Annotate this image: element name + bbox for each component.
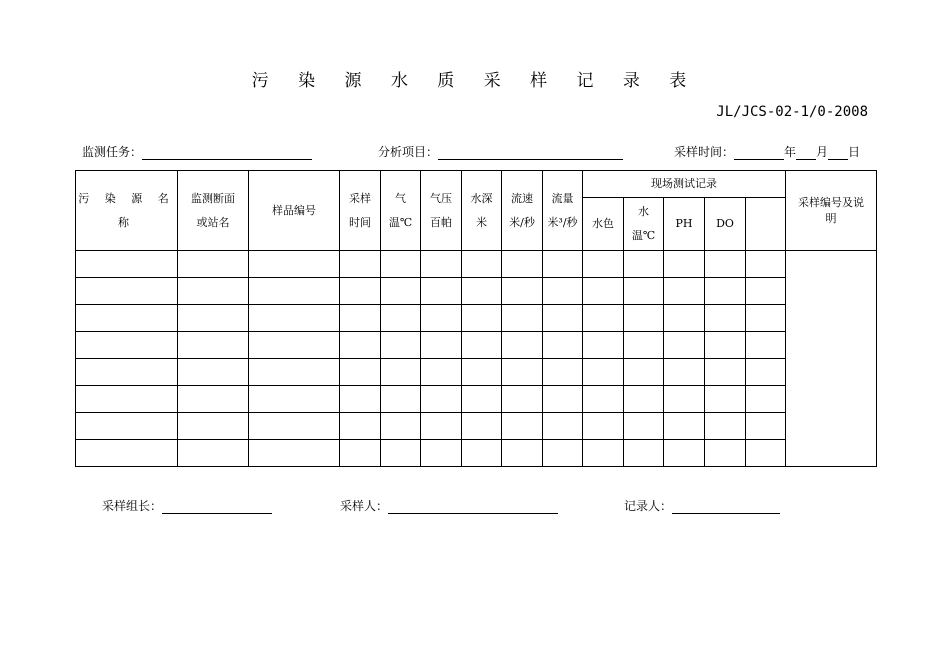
year-label: 年	[784, 145, 797, 159]
table-cell[interactable]	[543, 359, 583, 386]
header-pressure-line2: 百帕	[430, 215, 452, 229]
recorder-input-line[interactable]	[672, 499, 780, 514]
table-cell[interactable]	[249, 278, 340, 305]
time-label: 采样时间：	[674, 145, 735, 159]
table-cell[interactable]	[624, 440, 664, 467]
header-section-line2: 或站名	[196, 215, 230, 229]
table-cell[interactable]	[746, 332, 786, 359]
table-cell[interactable]	[705, 440, 746, 467]
header-velocity	[502, 171, 543, 251]
table-cell[interactable]	[664, 413, 705, 440]
table-cell[interactable]	[705, 278, 746, 305]
table-cell[interactable]	[178, 332, 249, 359]
items-input-line[interactable]	[438, 145, 623, 160]
table-cell[interactable]	[502, 305, 543, 332]
header-water-color: 水色	[583, 198, 624, 251]
table-cell[interactable]	[249, 413, 340, 440]
table-cell[interactable]	[381, 305, 421, 332]
table-cell[interactable]	[543, 440, 583, 467]
table-cell[interactable]	[421, 386, 462, 413]
table-cell[interactable]	[340, 251, 381, 278]
table-cell[interactable]	[249, 251, 340, 278]
recorder-field	[624, 497, 780, 514]
table-cell[interactable]	[178, 359, 249, 386]
table-cell[interactable]	[624, 251, 664, 278]
header-flow-line1: 流量	[551, 191, 574, 205]
table-cell[interactable]	[502, 413, 543, 440]
table-cell[interactable]	[178, 278, 249, 305]
year-input-line[interactable]	[734, 145, 784, 160]
document-code: JL/JCS-02-1/0-2008	[716, 104, 868, 120]
items-field	[378, 143, 623, 160]
table-cell[interactable]	[502, 386, 543, 413]
sampler-label: 采样人：	[340, 499, 389, 513]
header-sample-no: 样品编号	[249, 171, 340, 251]
header-water-temp-line1: 水	[638, 205, 649, 218]
task-input-line[interactable]	[142, 145, 312, 160]
table-cell[interactable]	[381, 440, 421, 467]
table-row	[76, 305, 877, 332]
task-label: 监测任务：	[82, 145, 143, 159]
header-air-temp	[381, 171, 421, 251]
table-cell[interactable]	[705, 305, 746, 332]
table-cell[interactable]	[381, 278, 421, 305]
table-cell[interactable]	[543, 278, 583, 305]
table-cell[interactable]	[705, 332, 746, 359]
header-flow	[543, 171, 583, 251]
time-field	[674, 143, 860, 160]
table-cell[interactable]	[746, 440, 786, 467]
table-cell[interactable]	[583, 359, 624, 386]
header-flow-line2: 米³/秒	[547, 215, 578, 229]
table-cell[interactable]	[462, 359, 502, 386]
header-note-line1: 采样编号及说	[798, 195, 865, 209]
table-cell[interactable]	[462, 305, 502, 332]
month-input-line[interactable]	[796, 145, 816, 160]
header-velocity-line2: 米/秒	[509, 215, 535, 229]
table-cell[interactable]	[543, 413, 583, 440]
table-cell[interactable]	[421, 251, 462, 278]
table-cell[interactable]	[462, 251, 502, 278]
table-cell[interactable]	[249, 386, 340, 413]
table-cell[interactable]	[381, 386, 421, 413]
table-cell[interactable]	[664, 440, 705, 467]
table-cell[interactable]	[583, 386, 624, 413]
header-source-name: 污 染 源 名 称	[76, 171, 178, 251]
header-note-line2: 明	[825, 211, 837, 225]
table-cell[interactable]	[583, 251, 624, 278]
table-cell[interactable]	[340, 440, 381, 467]
table-cell[interactable]	[340, 413, 381, 440]
table-cell[interactable]	[421, 332, 462, 359]
table-cell[interactable]	[664, 359, 705, 386]
table-cell[interactable]	[502, 251, 543, 278]
day-label: 日	[848, 145, 861, 159]
header-depth-line2: 米	[476, 215, 487, 229]
header-time-line2: 时间	[349, 215, 371, 229]
table-cell[interactable]	[746, 386, 786, 413]
table-cell[interactable]	[340, 305, 381, 332]
table-row	[76, 332, 877, 359]
table-cell[interactable]	[583, 305, 624, 332]
table-cell[interactable]	[543, 386, 583, 413]
table-cell[interactable]	[746, 278, 786, 305]
table-cell[interactable]	[340, 278, 381, 305]
table-cell[interactable]	[462, 386, 502, 413]
table-cell[interactable]	[249, 332, 340, 359]
task-field	[82, 143, 312, 160]
table-cell[interactable]	[543, 251, 583, 278]
table-row	[76, 251, 877, 278]
table-cell[interactable]	[462, 332, 502, 359]
table-cell[interactable]	[624, 386, 664, 413]
table-cell[interactable]	[340, 359, 381, 386]
table-cell[interactable]	[249, 305, 340, 332]
note-cell[interactable]	[786, 251, 877, 467]
header-pressure-line1: 气压	[430, 191, 452, 205]
leader-input-line[interactable]	[162, 499, 272, 514]
table-cell[interactable]	[502, 278, 543, 305]
table-row	[76, 359, 877, 386]
table-cell[interactable]	[705, 386, 746, 413]
table-cell[interactable]	[583, 440, 624, 467]
table-cell[interactable]	[381, 332, 421, 359]
header-air-temp-line1: 气	[395, 191, 406, 205]
table-cell[interactable]	[381, 359, 421, 386]
table-cell[interactable]	[340, 332, 381, 359]
header-depth-line1: 水深	[470, 191, 493, 205]
table-cell[interactable]	[664, 332, 705, 359]
table-cell[interactable]	[76, 305, 178, 332]
header-ph: PH	[664, 198, 705, 251]
sampling-record-table	[75, 170, 877, 467]
leader-field	[102, 497, 272, 514]
table-cell[interactable]	[76, 332, 178, 359]
table-cell[interactable]	[746, 413, 786, 440]
table-cell[interactable]	[705, 251, 746, 278]
table-cell[interactable]	[583, 413, 624, 440]
header-section	[178, 171, 249, 251]
table-cell[interactable]	[664, 251, 705, 278]
table-cell[interactable]	[664, 305, 705, 332]
table-cell[interactable]	[705, 413, 746, 440]
sampler-input-line[interactable]	[388, 499, 558, 514]
table-cell[interactable]	[340, 386, 381, 413]
table-cell[interactable]	[502, 332, 543, 359]
table-cell[interactable]	[178, 386, 249, 413]
table-cell[interactable]	[502, 359, 543, 386]
table-cell[interactable]	[624, 332, 664, 359]
table-cell[interactable]	[178, 440, 249, 467]
header-blank	[746, 198, 786, 251]
sampler-field	[340, 497, 558, 514]
leader-label: 采样组长：	[102, 499, 163, 513]
table-cell[interactable]	[421, 440, 462, 467]
table-cell[interactable]	[664, 278, 705, 305]
table-cell[interactable]	[705, 359, 746, 386]
table-cell[interactable]	[76, 251, 178, 278]
header-water-temp-line2: 温℃	[631, 229, 656, 242]
day-input-line[interactable]	[828, 145, 848, 160]
table-cell[interactable]	[381, 413, 421, 440]
table-row	[76, 386, 877, 413]
table-cell[interactable]	[76, 440, 178, 467]
table-cell[interactable]	[746, 305, 786, 332]
table-row	[76, 440, 877, 467]
table-cell[interactable]	[76, 359, 178, 386]
table-row	[76, 413, 877, 440]
month-label: 月	[816, 145, 829, 159]
header-sample-time	[340, 171, 381, 251]
table-cell[interactable]	[178, 305, 249, 332]
table-cell[interactable]	[583, 332, 624, 359]
table-cell[interactable]	[76, 386, 178, 413]
table-cell[interactable]	[76, 278, 178, 305]
table-cell[interactable]	[462, 413, 502, 440]
header-note	[786, 171, 877, 251]
header-field-test-group: 现场测试记录	[583, 171, 786, 198]
table-cell[interactable]	[746, 251, 786, 278]
header-pressure	[421, 171, 462, 251]
form-title: 污 染 源 水 质 采 样 记 录 表	[251, 71, 699, 91]
table-cell[interactable]	[178, 251, 249, 278]
table-cell[interactable]	[624, 278, 664, 305]
table-cell[interactable]	[746, 359, 786, 386]
table-cell[interactable]	[421, 359, 462, 386]
table-cell[interactable]	[502, 440, 543, 467]
table-cell[interactable]	[249, 359, 340, 386]
table-cell[interactable]	[421, 278, 462, 305]
table-cell[interactable]	[624, 359, 664, 386]
table-cell[interactable]	[462, 278, 502, 305]
table-cell[interactable]	[76, 413, 178, 440]
items-label: 分析项目：	[378, 145, 439, 159]
header-water-temp	[624, 198, 664, 251]
table-cell[interactable]	[381, 251, 421, 278]
table-cell[interactable]	[462, 440, 502, 467]
table-cell[interactable]	[624, 305, 664, 332]
header-air-temp-line2: 温℃	[388, 215, 413, 229]
table-cell[interactable]	[421, 413, 462, 440]
table-cell[interactable]	[664, 386, 705, 413]
table-cell[interactable]	[178, 413, 249, 440]
table-cell[interactable]	[624, 413, 664, 440]
header-section-line1: 监测断面	[191, 191, 235, 205]
recorder-label: 记录人：	[624, 499, 673, 513]
table-cell[interactable]	[543, 332, 583, 359]
table-cell[interactable]	[421, 305, 462, 332]
header-velocity-line1: 流速	[511, 191, 533, 205]
header-time-line1: 采样	[349, 191, 371, 205]
table-cell[interactable]	[583, 278, 624, 305]
table-cell[interactable]	[543, 305, 583, 332]
table-row	[76, 278, 877, 305]
table-cell[interactable]	[249, 440, 340, 467]
header-depth	[462, 171, 502, 251]
header-do: DO	[705, 198, 746, 251]
